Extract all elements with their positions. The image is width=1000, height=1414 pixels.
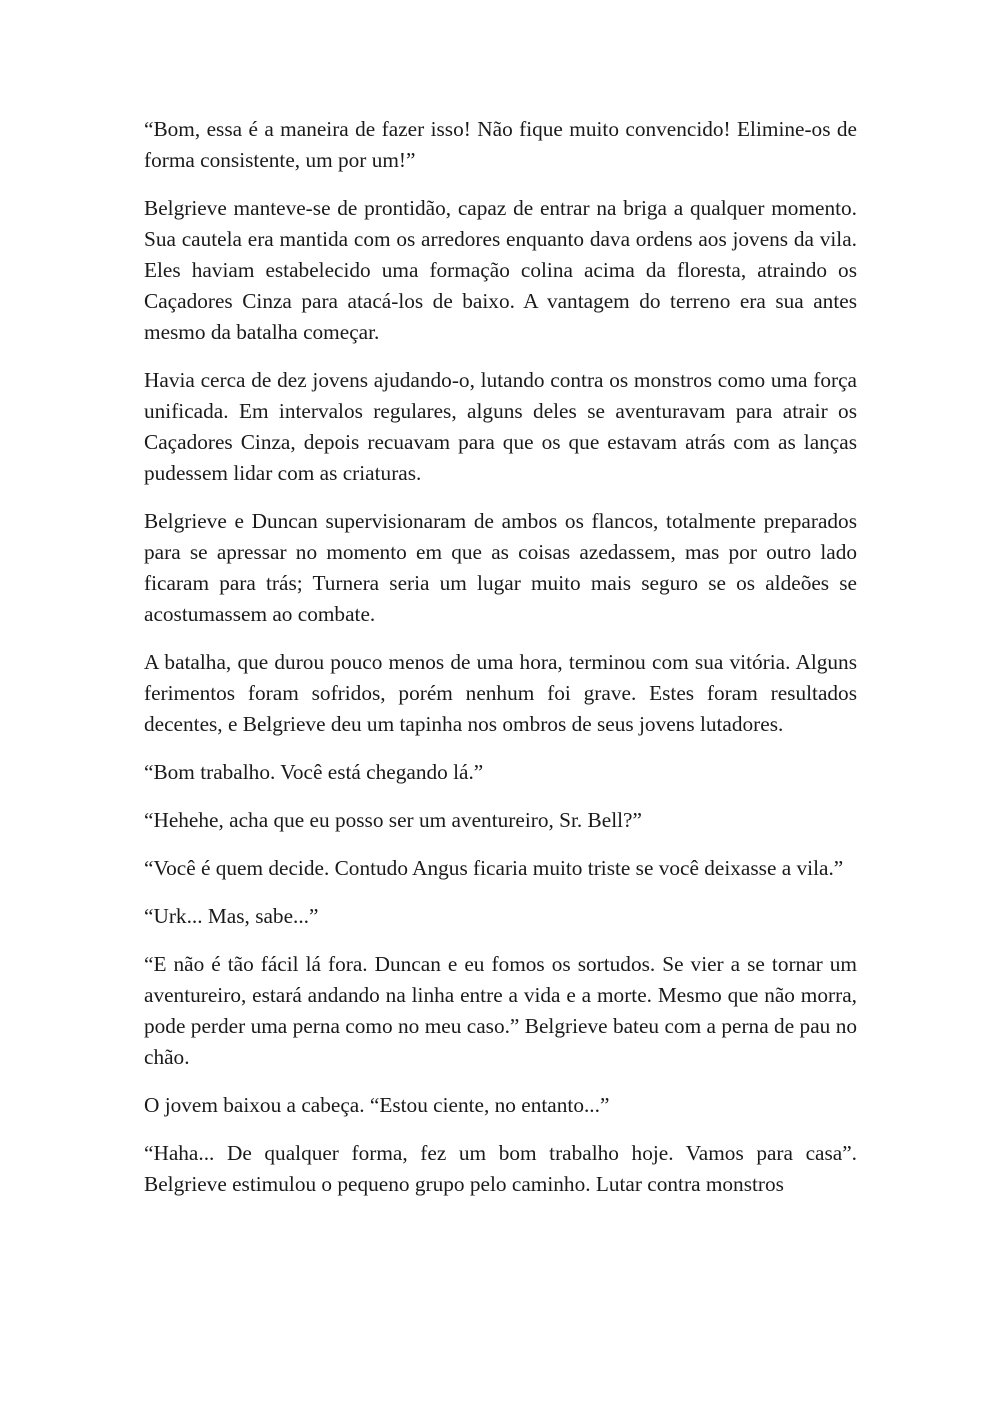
paragraph: Havia cerca de dez jovens ajudando-o, lutando contra os monstros como uma força unificada. Em intervalos regulares, alguns deles se aventuravam para atrair os Caçadores Cinza, depois recuavam para que os que estavam atrás com as lanças pudessem lidar com as criaturas. — [144, 368, 857, 485]
paragraph: “Hehehe, acha que eu posso ser um aventureiro, Sr. Bell?” — [144, 808, 642, 832]
paragraph: “Bom trabalho. Você está chegando lá.” — [144, 760, 484, 784]
document-page — [144, 114, 857, 1217]
paragraph: “Urk... Mas, sabe...” — [144, 904, 319, 928]
paragraph: “Você é quem decide. Contudo Angus ficaria muito triste se você deixasse a vila.” — [144, 856, 844, 880]
paragraph: O jovem baixou a cabeça. “Estou ciente, no entanto...” — [144, 1093, 610, 1117]
paragraph: A batalha, que durou pouco menos de uma hora, terminou com sua vitória. Alguns ferimentos foram sofridos, porém nenhum foi grave. Estes foram resultados decentes, e Belgrieve deu um tapinha nos ombros de seus jovens lutadores. — [144, 650, 857, 736]
paragraph: Belgrieve manteve-se de prontidão, capaz de entrar na briga a qualquer momento. Sua cautela era mantida com os arredores enquanto dava ordens aos jovens da vila. Eles haviam estabelecido uma formação colina acima da floresta, atraindo os Caçadores Cinza para atacá-los de baixo. A vantagem do terreno era sua antes mesmo da batalha começar. — [144, 196, 857, 344]
paragraph: “Bom, essa é a maneira de fazer isso! Não fique muito convencido! Elimine-os de forma consistente, um por um!” — [144, 117, 857, 172]
paragraph: “E não é tão fácil lá fora. Duncan e eu fomos os sortudos. Se vier a se tornar um aventureiro, estará andando na linha entre a vida e a morte. Mesmo que não morra, pode perder uma perna como no meu caso.” Belgrieve bateu com a perna de pau no chão. — [144, 952, 857, 1069]
paragraph: Belgrieve e Duncan supervisionaram de ambos os flancos, totalmente preparados para se apressar no momento em que as coisas azedassem, mas por outro lado ficaram para trás; Turnera seria um lugar muito mais seguro se os aldeões se acostumassem ao combate. — [144, 509, 857, 626]
paragraph: “Haha... De qualquer forma, fez um bom trabalho hoje. Vamos para casa”. Belgrieve estimulou o pequeno grupo pelo caminho. Lutar contra monstros — [144, 1141, 857, 1196]
